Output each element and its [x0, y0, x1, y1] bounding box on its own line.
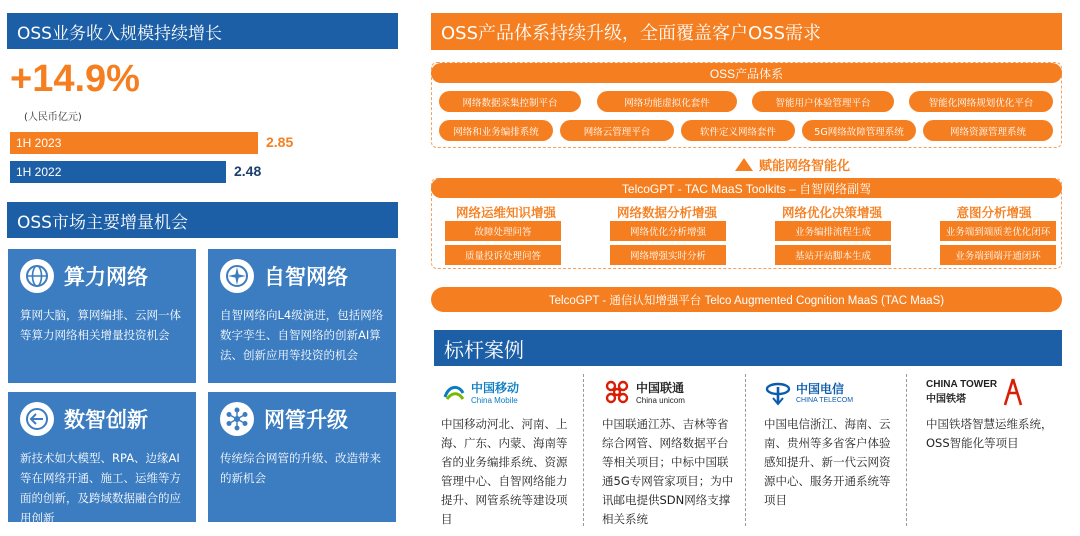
china-tower-mark-icon — [1001, 377, 1025, 407]
globe-icon — [20, 259, 54, 293]
section-header-cases: 标杆案例 — [434, 330, 1062, 366]
opportunity-card-autonomous — [208, 249, 396, 383]
card-text: 自智网络向L4级演进，包括网络数字孪生、自智网络的创新AI算法、创新应用等投资的机会 — [220, 308, 384, 362]
telcogpt-title: TelcoGPT - TAC MaaS Toolkits – 自智网络副驾 — [431, 178, 1062, 198]
product-system-title: OSS产品体系 — [431, 63, 1062, 83]
bar-label: 1H 2023 — [16, 136, 62, 150]
card-text: 传统综合网管的升级、改造带来的新机会 — [220, 451, 381, 485]
product-pill: 网络资源管理系统 — [923, 120, 1053, 141]
case-china-mobile — [441, 373, 577, 529]
product-pill: 5G网络故障管理系统 — [802, 120, 916, 141]
china-tower-logo — [926, 373, 1062, 411]
capability-tag: 业务端到端质差优化闭环 — [940, 221, 1056, 241]
section-header-products: OSS产品体系持续升级，全面覆盖客户OSS需求 — [431, 13, 1062, 50]
logo-en: China unicom — [636, 396, 685, 405]
growth-rate: +14.9% — [10, 58, 140, 100]
capability-tag: 故障处理问答 — [445, 221, 561, 241]
capability-tag: 网络增强实时分析 — [610, 245, 726, 265]
product-pill: 网络和业务编排系统 — [439, 120, 553, 141]
china-unicom-logo — [602, 373, 736, 411]
card-title: 网管升级 — [264, 408, 348, 432]
divider — [583, 374, 584, 526]
logo-en: China Mobile — [471, 396, 518, 405]
logo-cn: 中国联通 — [636, 381, 685, 395]
case-china-unicom — [602, 373, 736, 529]
section-header-opportunities: OSS市场主要增量机会 — [7, 202, 398, 238]
china-telecom-mark-icon — [764, 378, 792, 406]
case-text: 中国联通江苏、吉林等省综合网管、网络数据平台等相关项目；中标中国联通5G专网管家项目；为中讯邮电提供SDN网络支撑相关系统 — [602, 417, 734, 526]
product-pill: 智能化网络规划优化平台 — [909, 91, 1053, 112]
case-text: 中国移动河北、河南、上海、广东、内蒙、海南等省的业务编排系统、资源管理中心、自智网络能力提升、网管系统等建设项目 — [441, 417, 568, 526]
china-telecom-logo — [764, 373, 898, 411]
group-title: 网络运维知识增强 — [455, 205, 556, 220]
unit-label: (人民币亿元) — [24, 112, 82, 123]
opportunity-card-computing — [8, 249, 196, 383]
enable-label — [735, 155, 850, 174]
china-mobile-logo — [441, 373, 577, 411]
capability-tag: 业务编排流程生成 — [775, 221, 891, 241]
divider — [745, 374, 746, 526]
opportunity-card-innovation — [8, 392, 196, 525]
divider — [906, 374, 907, 526]
bar-label: 1H 2022 — [16, 165, 62, 179]
china-mobile-mark-icon — [441, 379, 467, 405]
product-pill: 网络数据采集控制平台 — [439, 91, 581, 112]
card-text: 新技术如大模型、RPA、边缘AI等在网络开通、施工、运维等方面的创新，及跨域数据融合的应用创新 — [20, 451, 181, 525]
product-pill: 软件定义网络套件 — [681, 120, 795, 141]
card-title: 数智创新 — [64, 408, 148, 432]
logo-cn: 中国移动 — [471, 381, 520, 395]
group-title: 意图分析增强 — [956, 205, 1032, 220]
china-unicom-mark-icon — [602, 377, 632, 407]
product-pill: 网络云管理平台 — [560, 120, 674, 141]
logo-en: CHINA TOWER — [926, 379, 998, 390]
triangle-up-icon — [735, 158, 753, 171]
enable-text: 赋能网络智能化 — [759, 159, 851, 174]
bar-value-2023: 2.85 — [266, 134, 294, 150]
card-text: 算网大脑，算网编排、云网一体等算力网络相关增量投资机会 — [20, 308, 181, 342]
revenue-bar-2023 — [10, 132, 258, 154]
capability-tag: 网络优化分析增强 — [610, 221, 726, 241]
case-china-telecom — [764, 373, 898, 510]
logo-en: CHINA TELECOM — [796, 397, 854, 404]
logo-cn: 中国铁塔 — [926, 394, 966, 405]
product-pill: 网络功能虚拟化套件 — [597, 91, 737, 112]
arrow-left-icon — [20, 402, 54, 436]
case-text: 中国铁塔智慧运维系统，OSS智能化等项目 — [926, 417, 1053, 450]
case-china-tower — [926, 373, 1062, 453]
capability-tag: 基站开站脚本生成 — [775, 245, 891, 265]
capability-tag: 业务端到端开通闭环 — [940, 245, 1056, 265]
logo-cn: 中国电信 — [796, 382, 845, 396]
opportunity-card-upgrade — [208, 392, 396, 522]
platform-bar: TelcoGPT - 通信认知增强平台 Telco Augmented Cognition MaaS (TAC MaaS) — [431, 287, 1062, 312]
capability-tag: 质量投诉处理问答 — [445, 245, 561, 265]
case-text: 中国电信浙江、海南、云南、贵州等多省客户体验感知提升、新一代云网资源中心、服务开通系统等项目 — [764, 417, 891, 507]
card-title: 算力网络 — [64, 265, 148, 289]
group-title: 网络数据分析增强 — [616, 205, 717, 220]
compass-icon — [220, 259, 254, 293]
group-title: 网络优化决策增强 — [781, 205, 882, 220]
network-icon — [220, 402, 254, 436]
bar-value-2022: 2.48 — [234, 163, 262, 179]
product-pill: 智能用户体验管理平台 — [752, 91, 894, 112]
revenue-bar-2022 — [10, 161, 226, 183]
section-header-revenue: OSS业务收入规模持续增长 — [7, 13, 398, 49]
card-title: 自智网络 — [264, 265, 348, 289]
